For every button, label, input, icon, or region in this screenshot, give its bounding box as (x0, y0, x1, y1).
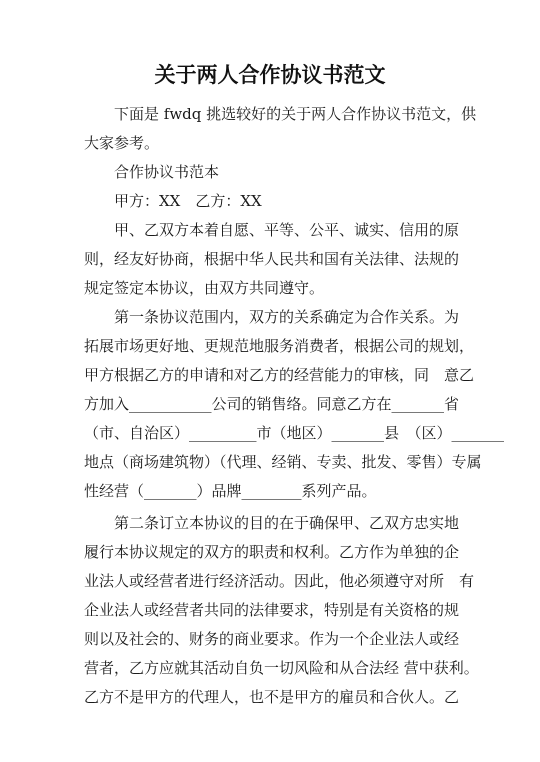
text-line: 企业法人或经营者共同的法律要求，特别是有关资格的规 (84, 601, 460, 619)
text-line: 则以及社会的、财务的商业要求。作为一个企业法人或经 (84, 630, 460, 648)
text-line: 方加入___________公司的销售络。同意乙方在_______省 (84, 395, 460, 413)
paragraph-intro (84, 100, 477, 158)
text-line: 营者，乙方应就其活动自负一切风险和从合法经 营中获利。 (84, 659, 479, 677)
text-line: 业法人或经营者进行经济活动。因此，他必须遵守对所 有 (84, 572, 475, 590)
text-line: 第二条订立本协议的目的在于确保甲、乙双方忠实地 (84, 514, 460, 532)
paragraph-preamble (84, 216, 464, 303)
text-line: 甲方：XX 乙方：XX (84, 192, 262, 210)
text-line: 性经营（_______）品牌________系列产品。 (84, 482, 377, 500)
text-line: 甲方根据乙方的申请和对乙方的经营能力的审核，同 意乙 (84, 366, 475, 384)
text-line: 拓展市场更好地、更规范地服务消费者，根据公司的规划， (84, 337, 475, 355)
text-line: 地点（商场建筑物）（代理、经销、专卖、批发、零售）专属 (84, 453, 482, 471)
document-title: 关于两人合作协议书范文 (154, 62, 386, 87)
text-line: 合作协议书范本 (84, 163, 220, 181)
text-line: 乙方不是甲方的代理人，也不是甲方的雇员和合伙人。乙 (84, 688, 460, 706)
text-line: 则，经友好协商，根据中华人民共和国有关法律、法规的 (84, 250, 460, 268)
text-line: 履行本协议规定的双方的职责和权利。乙方作为单独的企 (84, 543, 460, 561)
paragraph-template-heading (84, 158, 464, 187)
paragraph-article-2 (84, 509, 479, 712)
text-line: 第一条协议范围内，双方的关系确定为合作关系。为 (84, 308, 460, 326)
text-line: 规定签定本协议，由双方共同遵守。 (84, 279, 325, 297)
text-line: 大家参考。 (84, 134, 160, 152)
text-line: 下面是 fwdq 挑选较好的关于两人合作协议书范文，供 (84, 105, 477, 123)
text-line: 甲、乙双方本着自愿、平等、公平、诚实、信用的原 (84, 221, 460, 239)
document-body (84, 100, 505, 712)
paragraph-parties (84, 187, 464, 216)
paragraph-article-1 (84, 303, 505, 506)
text-line: （市、自治区）_________市（地区）_______县 （区）_______ (84, 424, 505, 442)
